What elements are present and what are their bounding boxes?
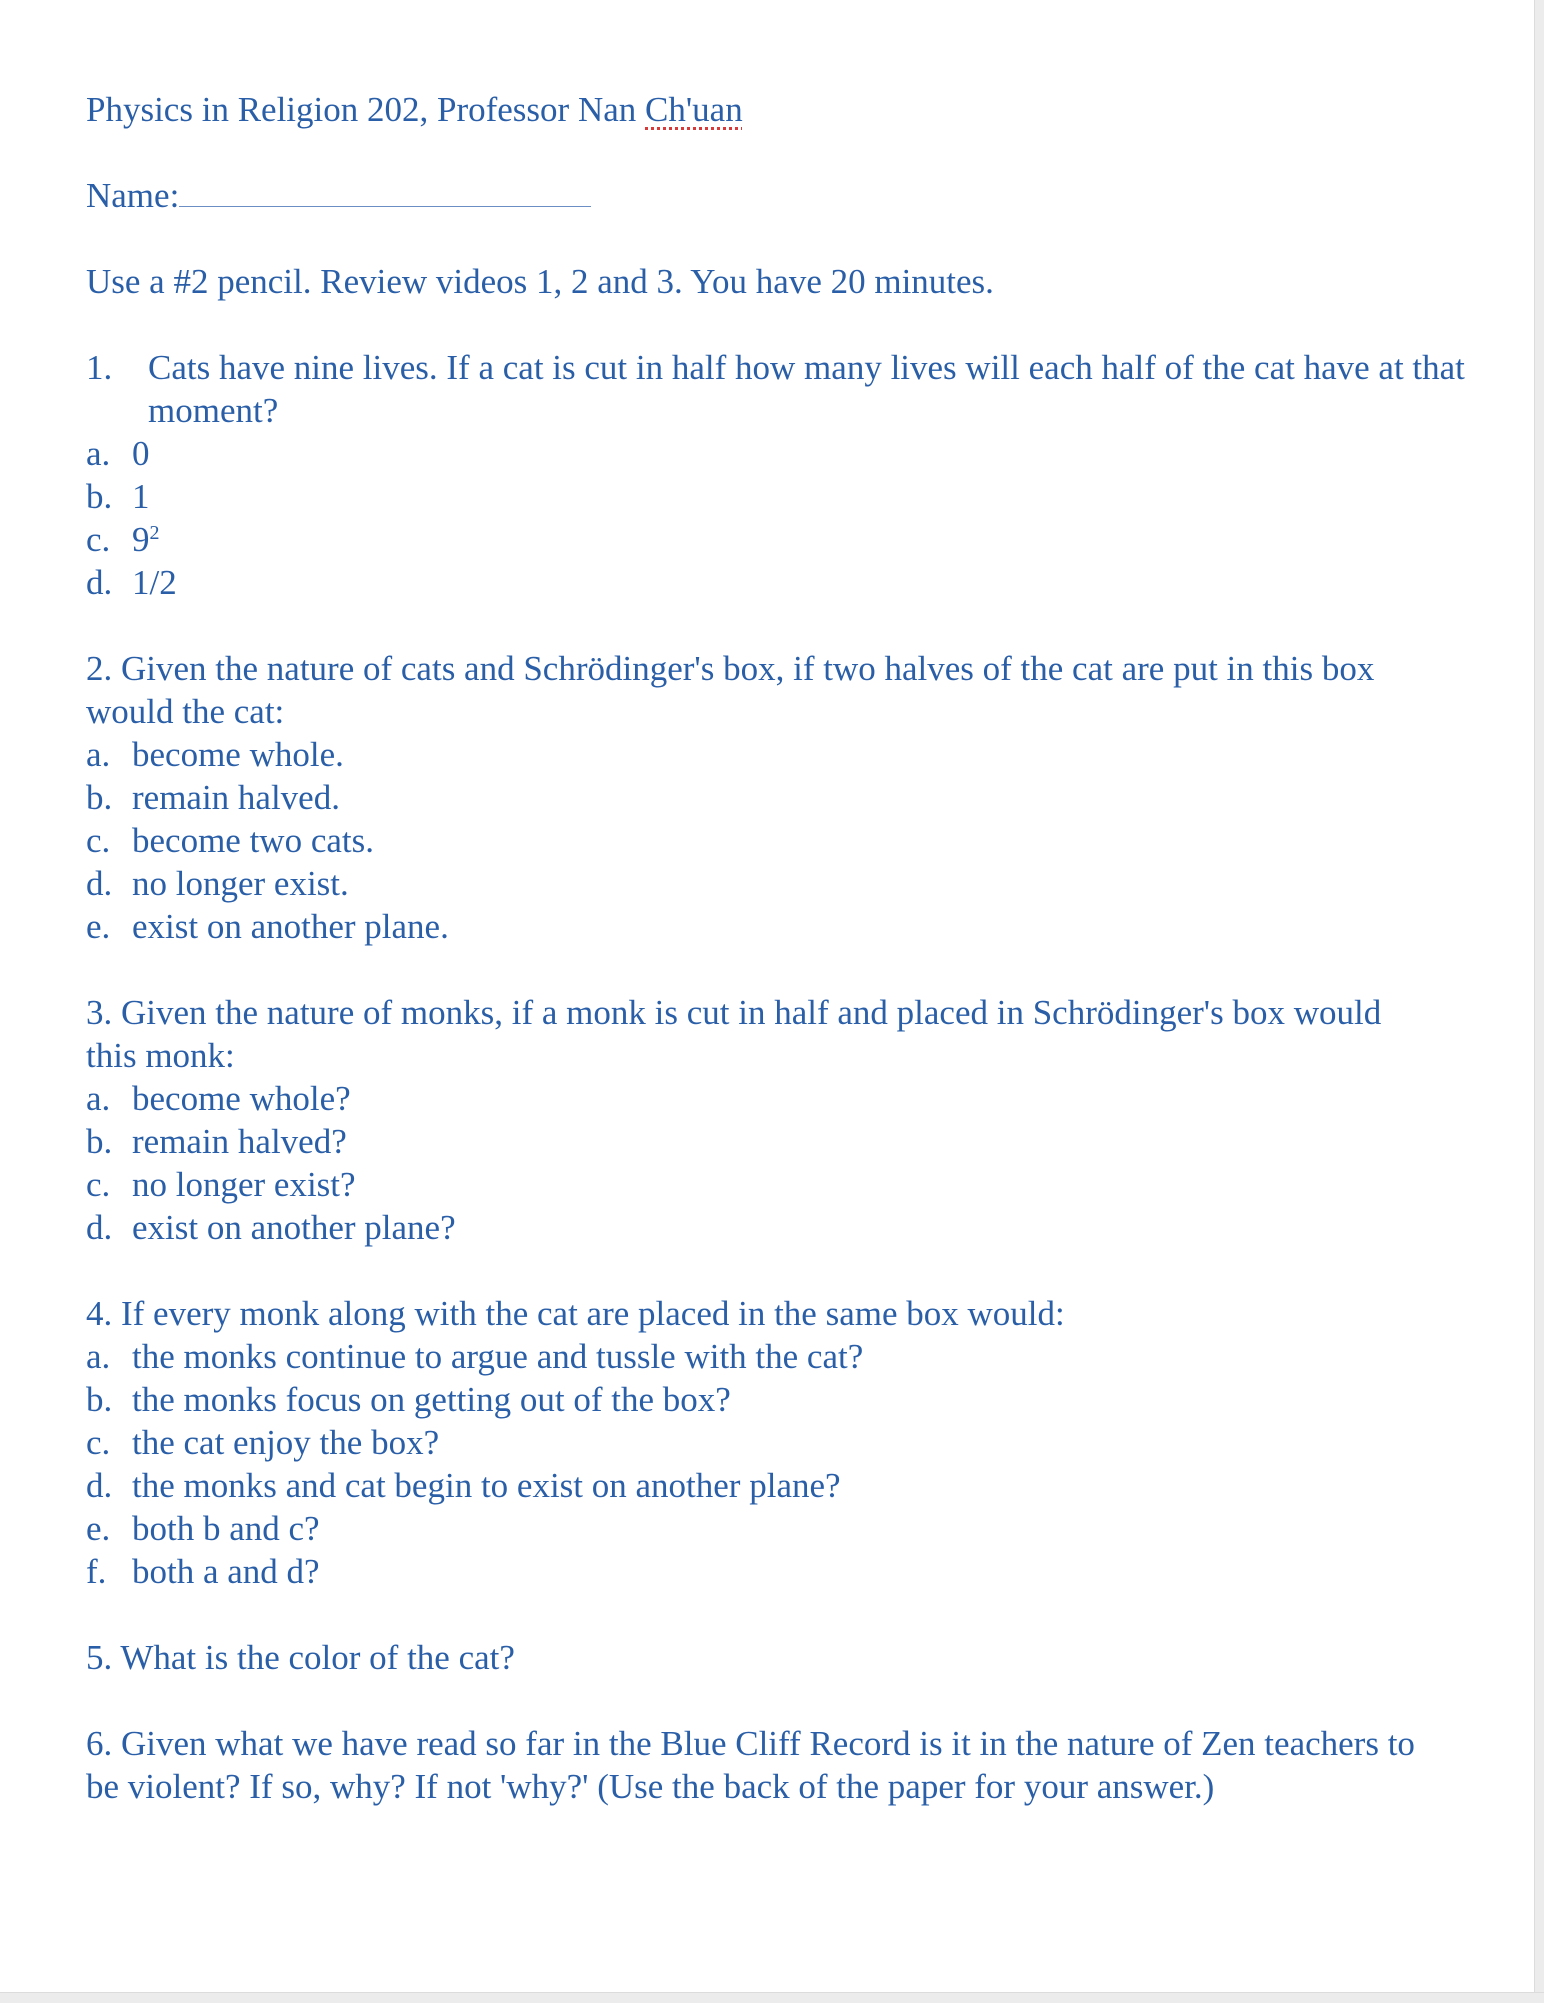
- option-item: [86, 1206, 1466, 1249]
- option-letter: e.: [86, 1509, 111, 1548]
- option-text: become two cats.: [132, 821, 374, 860]
- option-text: no longer exist.: [132, 864, 349, 903]
- document-body: [86, 88, 1466, 1808]
- option-text: remain halved?: [132, 1122, 347, 1161]
- option-letter: b.: [86, 477, 113, 516]
- question-5: [86, 1636, 1466, 1679]
- option-item: [86, 733, 1466, 776]
- option-item: [86, 1421, 1466, 1464]
- option-item: [86, 819, 1466, 862]
- course-title: Physics in Religion 202, Professor Nan: [86, 90, 646, 129]
- option-item: [86, 905, 1466, 948]
- option-item: [86, 1335, 1466, 1378]
- option-letter: b.: [86, 1380, 113, 1419]
- option-text: [132, 518, 160, 561]
- option-base: 9: [132, 520, 150, 559]
- question-6-text: 6. Given what we have read so far in the Blue Cliff Record is it in the nature of Zen teachers to be violent? If so, why? If not 'why?' (Use the back of the paper for your answer.): [86, 1724, 1415, 1806]
- option-text: become whole?: [132, 1079, 351, 1118]
- option-letter: a.: [86, 1079, 111, 1118]
- name-line: [86, 174, 1466, 217]
- option-letter: d.: [86, 864, 113, 903]
- option-letter: d.: [86, 563, 113, 602]
- instructions: Use a #2 pencil. Review videos 1, 2 and 3. You have 20 minutes.: [86, 262, 994, 301]
- option-text: 1/2: [132, 563, 177, 602]
- question-2: [86, 647, 1466, 948]
- option-item: [86, 862, 1466, 905]
- option-text: exist on another plane.: [132, 907, 449, 946]
- option-text: no longer exist?: [132, 1165, 356, 1204]
- page-edge: [1534, 0, 1544, 2003]
- course-header: [86, 88, 1466, 131]
- option-letter: b.: [86, 1122, 113, 1161]
- option-text: 0: [132, 434, 150, 473]
- option-item: [86, 1163, 1466, 1206]
- option-letter: b.: [86, 778, 113, 817]
- professor-surname: Ch'uan: [645, 90, 743, 129]
- option-item: [86, 1550, 1466, 1593]
- question-1-stem: [86, 346, 1544, 432]
- option-text: both a and d?: [132, 1552, 320, 1591]
- option-text: exist on another plane?: [132, 1208, 456, 1247]
- option-item: [86, 1464, 1466, 1507]
- option-letter: a.: [86, 434, 111, 473]
- option-item: [86, 1507, 1466, 1550]
- question-2-text: 2. Given the nature of cats and Schrödinger's box, if two halves of the cat are put in this box would the cat:: [86, 649, 1375, 731]
- option-item: [86, 561, 1466, 604]
- page-bottom-edge: [0, 1992, 1544, 2003]
- question-6: [86, 1722, 1466, 1808]
- option-item: [86, 475, 1466, 518]
- option-letter: c.: [86, 821, 111, 860]
- option-item: [86, 1120, 1466, 1163]
- option-item: [86, 432, 1466, 475]
- option-text: both b and c?: [132, 1509, 320, 1548]
- question-1: [86, 346, 1466, 604]
- option-text: the cat enjoy the box?: [132, 1423, 440, 1462]
- option-letter: d.: [86, 1208, 113, 1247]
- question-3: [86, 991, 1466, 1249]
- name-blank: [179, 176, 591, 207]
- option-letter: d.: [86, 1466, 113, 1505]
- option-text: the monks and cat begin to exist on another plane?: [132, 1466, 841, 1505]
- option-text: become whole.: [132, 735, 344, 774]
- option-item: [86, 1378, 1466, 1421]
- question-4: [86, 1292, 1466, 1593]
- option-text: the monks continue to argue and tussle with the cat?: [132, 1337, 864, 1376]
- option-letter: a.: [86, 735, 111, 774]
- option-text: remain halved.: [132, 778, 340, 817]
- option-letter: a.: [86, 1337, 111, 1376]
- option-letter: c.: [86, 1423, 111, 1462]
- question-3-text: 3. Given the nature of monks, if a monk is cut in half and placed in Schrödinger's box would this monk:: [86, 993, 1382, 1075]
- option-letter: f.: [86, 1552, 107, 1591]
- question-5-text: 5. What is the color of the cat?: [86, 1638, 515, 1677]
- option-item: [86, 518, 1466, 561]
- name-label: Name:: [86, 176, 180, 215]
- question-4-text: 4. If every monk along with the cat are placed in the same box would:: [86, 1294, 1065, 1333]
- option-item: [86, 1077, 1466, 1120]
- question-1-number: 1.: [86, 348, 113, 387]
- option-text: the monks focus on getting out of the box?: [132, 1380, 731, 1419]
- question-1-text: Cats have nine lives. If a cat is cut in half how many lives will each half of the cat have at that moment?: [148, 348, 1465, 430]
- option-letter: c.: [86, 1165, 111, 1204]
- option-letter: e.: [86, 907, 111, 946]
- option-item: [86, 776, 1466, 819]
- option-superscript: 2: [149, 522, 160, 544]
- option-text: 1: [132, 477, 150, 516]
- option-letter: c.: [86, 520, 111, 559]
